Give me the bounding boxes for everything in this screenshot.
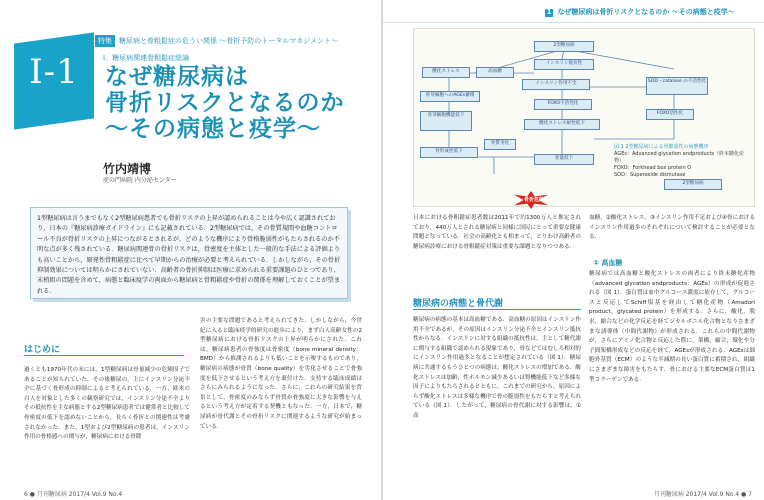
- fig-node: 2型糖尿病: [534, 41, 594, 52]
- section-label: Ⅰ．糖尿病関連骨粗鬆症総論: [103, 54, 190, 62]
- fracture-label: 骨折危険性: [524, 197, 550, 203]
- title-line: 骨折リスクとなるのか: [105, 89, 345, 116]
- fig-node: 酸化ストレス: [422, 67, 470, 78]
- body-column-4: 糖尿病では高血糖と酸化ストレスの両者により終末糖化産物（advanced glycation endproducts：AGEs）の形成が促進される（図 1）．蛋白質は血中グルコース濃度に依存して，グルコースと反応してSchiff塩基を経由して糖化産物（Amadori product，glycated protein）を形成する．さらに，酸化，脱水，縮合などの化学反応を経てジカルボニル化合物となりさまざまな誘導体（中間代謝物）が形成される．これらの中間代謝物が，さらにアミノ化合物と反応した際に，架橋，縮合，環化や分子間架橋形成などの反応を経て，AGEsが形成される．AGEsは細胞外基質（ECM）のような半減期の長い蛋白質に蓄積され，組織にさまざまな障害をもたらす．骨における主要なECM蛋白質は1型コラーゲンである．: [589, 271, 755, 383]
- left-page: [0, 0, 381, 500]
- fig-node: 骨量低下: [534, 154, 594, 165]
- folio-right: 月刊糖尿病 2017/4 Vol.9 No.4 ● 7: [653, 491, 752, 498]
- legend-line: SOD：Superoxide dismutase: [614, 172, 686, 178]
- folio-left: 6 ● 月刊糖尿病 2017/4 Vol.9 No.4: [24, 491, 123, 498]
- body-column-2: 害の主要な問題であると考えられてきた．しかしながら，今世紀に入ると臨床疫学的研究の進歩により，まず白人高齢女性の2型糖尿病における骨折リスクの上昇が明らかにされた．これは，糖尿病患者の骨強度は骨密度（bone mineral density：BMD）から推測されるよりも低いことを示唆するものであり，糖尿病の病態が骨質（bone quality）を劣化させることで骨強度を低下させるという考え方を裏付けた．支持する臨床成績はさらにみられるようになった．さらに，これらの研究結果を背景として，骨密度のみならず骨質が骨強度に大きな影響を与えるという考え方が定着する契機ともなった．一方，日本で，糖尿病が骨代謝とその骨折リスクに関連するような研究が始まっている．: [200, 318, 362, 430]
- title-line: ～その病態と疫学～: [105, 115, 321, 142]
- section-heading-pathology: 糖尿病の病態と骨代謝: [413, 296, 581, 310]
- fig-node: インスリン抵抗性: [534, 59, 594, 70]
- abstract-box: 1型糖尿病は言うまでもなく2型糖尿病患者でも骨折リスクの上昇が認められることは今や広く認識されており，日本の『糖尿病診療ガイドライン』にも記載されている．2型糖尿病では，その骨質規間や血糖コントロール不良が骨折リスクの上昇につながるとされるが，どのような機序により骨格脆弱性がもたらされるのか不明な点が多く残されている．糖尿病関連骨の骨折リスクは，骨密度を主体とした一般的な手法による評価よりも高いことから，原発性骨粗鬆症に比べて早期からの治療が必要と考えられている．しかしながら，その骨折抑制効果については明らかにされていない．高齢者の骨折抑制は医療に求められる重要課題のひとつであり，末梢組の問題を含めて，病態と臨床疫学の両面から糖尿病と骨粗鬆症や骨折の関係を理解しておくことが望まれる．: [30, 207, 348, 299]
- running-head: [543, 7, 735, 17]
- fig-node: FOXO不活性化: [534, 99, 592, 110]
- feature-tag: [95, 35, 338, 47]
- chapter-badge-label: Ⅰ-1: [29, 52, 79, 92]
- author-affiliation: 虎の門病院 内分泌センター: [103, 177, 177, 184]
- fig-node: 骨質劣化: [484, 139, 516, 150]
- legend-line: FOXO：Forkhead box protein O: [614, 165, 692, 171]
- intro-paragraph: 日本における骨粗鬆症患者数は2011年で約1300万人と推定されており，440万人とされる糖尿病と同様に国民にとって重要な健康問題となっている．社会の高齢化とも相まって，とりわけ高齢者の糖尿病診療における骨粗鬆症対策は重要な課題となりつつある．: [413, 215, 581, 250]
- body-column-3: 糖尿病の病態の基本は高血糖である．高血糖の原因はインスリン作用不全であるが，その原因はインスリン分泌不全とインスリン抵抗性からなる．インスリンに対する組織の抵抗性は，主として糖代謝に関与する組織で認められる現象であり，骨などではむしろ相対的にインスリン作用過多となることが想定されている（図 1）．糖尿病に共通するもうひとつの病態は，酸化ストレスの増加である．酸化ストレスは加齢，性ホルモン減少あるいは腎機能低下など多様な因子によりもたらされるとともに，これまでの研究から，原因によらず酸化ストレスは多様な機序で骨の脆弱性をもたらすと考えられている（図 1）．したがって，糖尿病の骨代謝に対する影響は，①高: [413, 317, 581, 419]
- article-title: [105, 64, 345, 142]
- body-column-1: 過くとも1970年代の末には，1型糖尿病は骨量減少の危険因子であることが知られていた．その後糖尿の，主にインスリン分泌不全に基づく骨形成の抑制によると考えられている．一方，欧米の白人を対象とした多くの観察研究では，インスリン分泌不全よりその抵抗性を主な病態とする2型糖尿病患者では健常者と比較して骨密度の低下を認めないことから，長らく骨折との関連性は考慮されなかった．また，1型および2型糖尿病の患者は，インスリン作用の骨格感への関与が，糖尿病における骨降: [24, 367, 190, 441]
- feature-tag-box: 特集: [95, 35, 115, 47]
- fig-node: 酸化ストレス耐性低下: [524, 119, 600, 130]
- title-line: なぜ糖尿病は: [105, 63, 249, 90]
- fig-node: インスリン作用不全: [522, 79, 590, 90]
- fig-node: 高血糖: [476, 67, 514, 78]
- running-head-text: なぜ糖尿病は骨折リスクとなるのか ～その病態と疫学～: [557, 8, 735, 16]
- legend-line: AGEs：Advanced glycation endproducts（終末糖化産物）: [614, 151, 745, 164]
- legend-caption: 図 1 2型糖尿病による骨脆弱性の病態機序: [614, 144, 709, 150]
- running-head-rule: [383, 22, 764, 23]
- figure-1: [413, 28, 755, 207]
- fig-node: FOXO活性化: [646, 109, 694, 120]
- section-heading-intro: はじめに: [24, 342, 184, 356]
- running-head-num: 1: [546, 8, 552, 16]
- fig-node: 骨形成性低下: [420, 147, 478, 158]
- fig-node: 2型糖尿病: [664, 179, 722, 190]
- fig-node: SOD・catalase の不活性化: [646, 77, 708, 95]
- fig-node: 骨芽細胞ヘのAGEs蓄積: [420, 91, 480, 102]
- body-column-4-top: 血糖，②酸化ストレス，③インスリン作用不足および④骨におけるインスリン作用過多のそれぞれについて検討することが必要となる．: [589, 215, 755, 241]
- figure-legend: [614, 144, 750, 179]
- fig-node: 骨芽細胞機能低下: [420, 111, 472, 131]
- right-page: [383, 0, 764, 500]
- feature-tag-text: 糖尿病と骨粗鬆症の危うい関係 ～骨折予防のトータルマネジメント～: [119, 37, 339, 45]
- sub-heading-hyperglycemia: ① 高血糖: [593, 259, 623, 267]
- author-name: 竹内靖博: [103, 162, 152, 176]
